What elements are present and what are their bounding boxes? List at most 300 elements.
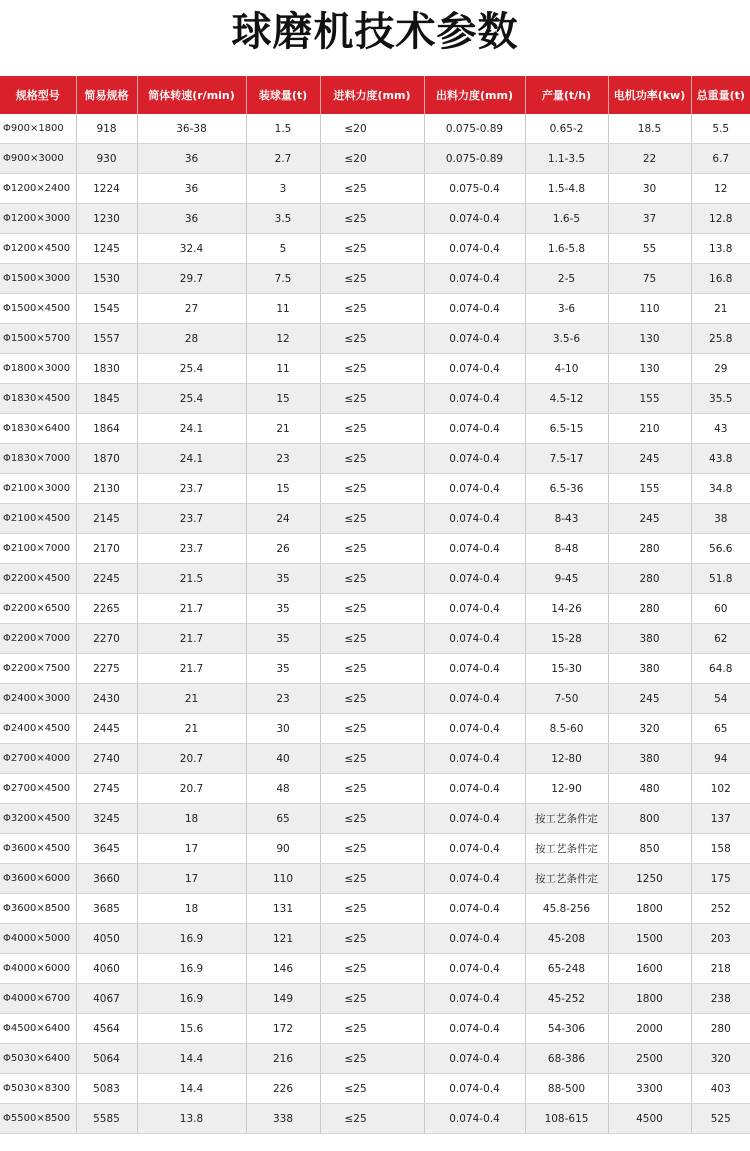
motor-power-cell: 1250 xyxy=(608,864,691,894)
total-weight-cell: 43 xyxy=(691,414,750,444)
total-weight-cell: 6.7 xyxy=(691,144,750,174)
rotation-speed-cell: 36 xyxy=(137,204,246,234)
table-row xyxy=(0,1104,750,1134)
rotation-speed-cell: 21.5 xyxy=(137,564,246,594)
capacity-cell: 4.5-12 xyxy=(525,384,608,414)
ball-load-cell: 35 xyxy=(246,654,320,684)
capacity-cell: 按工艺条件定 xyxy=(525,804,608,834)
model-cell: Φ1500×3000 xyxy=(0,264,76,294)
short-spec-cell: 5083 xyxy=(76,1074,137,1104)
capacity-cell: 1.6-5.8 xyxy=(525,234,608,264)
capacity-cell: 3-6 xyxy=(525,294,608,324)
model-cell: Φ2400×4500 xyxy=(0,714,76,744)
rotation-speed-cell: 28 xyxy=(137,324,246,354)
table-row xyxy=(0,954,750,984)
capacity-cell: 54-306 xyxy=(525,1014,608,1044)
capacity-cell: 6.5-15 xyxy=(525,414,608,444)
discharge-size-cell: 0.074-0.4 xyxy=(424,804,525,834)
feed-size-cell: ≤25 xyxy=(320,654,424,684)
model-cell: Φ1830×6400 xyxy=(0,414,76,444)
table-row xyxy=(0,474,750,504)
model-cell: Φ4000×5000 xyxy=(0,924,76,954)
table-body xyxy=(0,114,750,1134)
discharge-size-cell: 0.074-0.4 xyxy=(424,504,525,534)
total-weight-cell: 62 xyxy=(691,624,750,654)
table-row xyxy=(0,654,750,684)
table-row xyxy=(0,174,750,204)
motor-power-cell: 130 xyxy=(608,354,691,384)
discharge-size-cell: 0.074-0.4 xyxy=(424,894,525,924)
ball-load-cell: 24 xyxy=(246,504,320,534)
total-weight-cell: 320 xyxy=(691,1044,750,1074)
short-spec-cell: 4050 xyxy=(76,924,137,954)
feed-size-cell: ≤25 xyxy=(320,324,424,354)
rotation-speed-cell: 18 xyxy=(137,804,246,834)
capacity-cell: 8-48 xyxy=(525,534,608,564)
discharge-size-cell: 0.074-0.4 xyxy=(424,774,525,804)
ball-load-cell: 23 xyxy=(246,684,320,714)
table-row xyxy=(0,894,750,924)
feed-size-cell: ≤25 xyxy=(320,804,424,834)
capacity-cell: 按工艺条件定 xyxy=(525,834,608,864)
rotation-speed-cell: 14.4 xyxy=(137,1074,246,1104)
total-weight-cell: 21 xyxy=(691,294,750,324)
total-weight-cell: 54 xyxy=(691,684,750,714)
capacity-cell: 45-252 xyxy=(525,984,608,1014)
ball-load-cell: 26 xyxy=(246,534,320,564)
discharge-size-cell: 0.074-0.4 xyxy=(424,324,525,354)
total-weight-cell: 65 xyxy=(691,714,750,744)
feed-size-cell: ≤25 xyxy=(320,1044,424,1074)
model-cell: Φ1830×4500 xyxy=(0,384,76,414)
capacity-cell: 65-248 xyxy=(525,954,608,984)
motor-power-cell: 155 xyxy=(608,384,691,414)
ball-load-cell: 35 xyxy=(246,594,320,624)
discharge-size-cell: 0.074-0.4 xyxy=(424,444,525,474)
feed-size-cell: ≤25 xyxy=(320,864,424,894)
total-weight-cell: 13.8 xyxy=(691,234,750,264)
short-spec-cell: 2245 xyxy=(76,564,137,594)
feed-size-cell: ≤25 xyxy=(320,564,424,594)
discharge-size-cell: 0.074-0.4 xyxy=(424,1044,525,1074)
table-row xyxy=(0,324,750,354)
discharge-size-cell: 0.074-0.4 xyxy=(424,1104,525,1134)
short-spec-cell: 2745 xyxy=(76,774,137,804)
ball-load-cell: 21 xyxy=(246,414,320,444)
table-row xyxy=(0,1074,750,1104)
capacity-cell: 15-30 xyxy=(525,654,608,684)
ball-load-cell: 2.7 xyxy=(246,144,320,174)
short-spec-cell: 2445 xyxy=(76,714,137,744)
table-row xyxy=(0,144,750,174)
ball-load-cell: 110 xyxy=(246,864,320,894)
ball-load-cell: 90 xyxy=(246,834,320,864)
feed-size-cell: ≤25 xyxy=(320,744,424,774)
feed-size-cell: ≤25 xyxy=(320,474,424,504)
model-cell: Φ2200×7500 xyxy=(0,654,76,684)
ball-load-cell: 7.5 xyxy=(246,264,320,294)
discharge-size-cell: 0.074-0.4 xyxy=(424,1074,525,1104)
motor-power-cell: 3300 xyxy=(608,1074,691,1104)
ball-load-cell: 216 xyxy=(246,1044,320,1074)
table-row xyxy=(0,984,750,1014)
table-row xyxy=(0,264,750,294)
feed-size-cell: ≤25 xyxy=(320,894,424,924)
rotation-speed-cell: 16.9 xyxy=(137,924,246,954)
capacity-cell: 7.5-17 xyxy=(525,444,608,474)
table-row xyxy=(0,1014,750,1044)
discharge-size-cell: 0.074-0.4 xyxy=(424,594,525,624)
model-cell: Φ2100×3000 xyxy=(0,474,76,504)
total-weight-cell: 203 xyxy=(691,924,750,954)
feed-size-cell: ≤25 xyxy=(320,594,424,624)
capacity-cell: 14-26 xyxy=(525,594,608,624)
motor-power-cell: 18.5 xyxy=(608,114,691,144)
short-spec-cell: 5585 xyxy=(76,1104,137,1134)
rotation-speed-cell: 21 xyxy=(137,684,246,714)
feed-size-cell: ≤25 xyxy=(320,924,424,954)
motor-power-cell: 1800 xyxy=(608,984,691,1014)
short-spec-cell: 3245 xyxy=(76,804,137,834)
discharge-size-cell: 0.075-0.89 xyxy=(424,144,525,174)
motor-power-cell: 55 xyxy=(608,234,691,264)
feed-size-cell: ≤25 xyxy=(320,1074,424,1104)
short-spec-cell: 918 xyxy=(76,114,137,144)
rotation-speed-cell: 18 xyxy=(137,894,246,924)
header-model: 规格型号 xyxy=(0,76,76,114)
total-weight-cell: 94 xyxy=(691,744,750,774)
ball-load-cell: 15 xyxy=(246,474,320,504)
rotation-speed-cell: 27 xyxy=(137,294,246,324)
rotation-speed-cell: 21 xyxy=(137,714,246,744)
ball-load-cell: 149 xyxy=(246,984,320,1014)
rotation-speed-cell: 21.7 xyxy=(137,594,246,624)
table-row xyxy=(0,414,750,444)
total-weight-cell: 280 xyxy=(691,1014,750,1044)
discharge-size-cell: 0.074-0.4 xyxy=(424,234,525,264)
model-cell: Φ4000×6700 xyxy=(0,984,76,1014)
short-spec-cell: 3645 xyxy=(76,834,137,864)
discharge-size-cell: 0.074-0.4 xyxy=(424,714,525,744)
discharge-size-cell: 0.074-0.4 xyxy=(424,744,525,774)
capacity-cell: 2-5 xyxy=(525,264,608,294)
motor-power-cell: 2500 xyxy=(608,1044,691,1074)
table-row xyxy=(0,114,750,144)
short-spec-cell: 2130 xyxy=(76,474,137,504)
feed-size-cell: ≤25 xyxy=(320,624,424,654)
total-weight-cell: 34.8 xyxy=(691,474,750,504)
capacity-cell: 1.1-3.5 xyxy=(525,144,608,174)
short-spec-cell: 2265 xyxy=(76,594,137,624)
discharge-size-cell: 0.074-0.4 xyxy=(424,654,525,684)
short-spec-cell: 1230 xyxy=(76,204,137,234)
rotation-speed-cell: 21.7 xyxy=(137,654,246,684)
short-spec-cell: 1530 xyxy=(76,264,137,294)
short-spec-cell: 3685 xyxy=(76,894,137,924)
capacity-cell: 3.5-6 xyxy=(525,324,608,354)
model-cell: Φ2200×7000 xyxy=(0,624,76,654)
rotation-speed-cell: 15.6 xyxy=(137,1014,246,1044)
ball-load-cell: 146 xyxy=(246,954,320,984)
table-row xyxy=(0,924,750,954)
total-weight-cell: 158 xyxy=(691,834,750,864)
feed-size-cell: ≤25 xyxy=(320,414,424,444)
total-weight-cell: 175 xyxy=(691,864,750,894)
rotation-speed-cell: 36-38 xyxy=(137,114,246,144)
short-spec-cell: 1245 xyxy=(76,234,137,264)
feed-size-cell: ≤25 xyxy=(320,534,424,564)
ball-load-cell: 35 xyxy=(246,564,320,594)
model-cell: Φ2400×3000 xyxy=(0,684,76,714)
header-rotation-speed: 筒体转速(r/min) xyxy=(137,76,246,114)
discharge-size-cell: 0.074-0.4 xyxy=(424,294,525,324)
motor-power-cell: 380 xyxy=(608,654,691,684)
rotation-speed-cell: 20.7 xyxy=(137,744,246,774)
feed-size-cell: ≤25 xyxy=(320,234,424,264)
capacity-cell: 4-10 xyxy=(525,354,608,384)
motor-power-cell: 320 xyxy=(608,714,691,744)
short-spec-cell: 4564 xyxy=(76,1014,137,1044)
rotation-speed-cell: 14.4 xyxy=(137,1044,246,1074)
ball-load-cell: 172 xyxy=(246,1014,320,1044)
short-spec-cell: 1870 xyxy=(76,444,137,474)
rotation-speed-cell: 16.9 xyxy=(137,984,246,1014)
header-short-spec: 简易规格 xyxy=(76,76,137,114)
capacity-cell: 6.5-36 xyxy=(525,474,608,504)
table-row xyxy=(0,714,750,744)
model-cell: Φ1500×4500 xyxy=(0,294,76,324)
short-spec-cell: 2740 xyxy=(76,744,137,774)
table-row xyxy=(0,504,750,534)
total-weight-cell: 64.8 xyxy=(691,654,750,684)
rotation-speed-cell: 20.7 xyxy=(137,774,246,804)
discharge-size-cell: 0.074-0.4 xyxy=(424,534,525,564)
model-cell: Φ3200×4500 xyxy=(0,804,76,834)
table-row xyxy=(0,234,750,264)
model-cell: Φ2200×6500 xyxy=(0,594,76,624)
total-weight-cell: 12 xyxy=(691,174,750,204)
model-cell: Φ3600×4500 xyxy=(0,834,76,864)
total-weight-cell: 137 xyxy=(691,804,750,834)
short-spec-cell: 1545 xyxy=(76,294,137,324)
model-cell: Φ5030×6400 xyxy=(0,1044,76,1074)
ball-load-cell: 3.5 xyxy=(246,204,320,234)
total-weight-cell: 35.5 xyxy=(691,384,750,414)
ball-load-cell: 15 xyxy=(246,384,320,414)
feed-size-cell: ≤25 xyxy=(320,294,424,324)
total-weight-cell: 38 xyxy=(691,504,750,534)
model-cell: Φ1800×3000 xyxy=(0,354,76,384)
discharge-size-cell: 0.074-0.4 xyxy=(424,864,525,894)
table-row xyxy=(0,804,750,834)
ball-load-cell: 65 xyxy=(246,804,320,834)
table-row xyxy=(0,774,750,804)
table-row xyxy=(0,864,750,894)
discharge-size-cell: 0.074-0.4 xyxy=(424,924,525,954)
table-row xyxy=(0,594,750,624)
model-cell: Φ4000×6000 xyxy=(0,954,76,984)
feed-size-cell: ≤25 xyxy=(320,984,424,1014)
short-spec-cell: 1864 xyxy=(76,414,137,444)
discharge-size-cell: 0.074-0.4 xyxy=(424,564,525,594)
ball-load-cell: 48 xyxy=(246,774,320,804)
short-spec-cell: 2145 xyxy=(76,504,137,534)
rotation-speed-cell: 17 xyxy=(137,834,246,864)
motor-power-cell: 4500 xyxy=(608,1104,691,1134)
feed-size-cell: ≤25 xyxy=(320,264,424,294)
rotation-speed-cell: 25.4 xyxy=(137,384,246,414)
motor-power-cell: 800 xyxy=(608,804,691,834)
motor-power-cell: 280 xyxy=(608,564,691,594)
short-spec-cell: 3660 xyxy=(76,864,137,894)
table-row xyxy=(0,204,750,234)
short-spec-cell: 930 xyxy=(76,144,137,174)
model-cell: Φ4500×6400 xyxy=(0,1014,76,1044)
header-discharge-size: 出料力度(mm) xyxy=(424,76,525,114)
total-weight-cell: 102 xyxy=(691,774,750,804)
table-row xyxy=(0,624,750,654)
short-spec-cell: 1830 xyxy=(76,354,137,384)
total-weight-cell: 60 xyxy=(691,594,750,624)
discharge-size-cell: 0.074-0.4 xyxy=(424,354,525,384)
ball-load-cell: 12 xyxy=(246,324,320,354)
table-row xyxy=(0,384,750,414)
ball-load-cell: 23 xyxy=(246,444,320,474)
short-spec-cell: 2430 xyxy=(76,684,137,714)
model-cell: Φ3600×6000 xyxy=(0,864,76,894)
total-weight-cell: 51.8 xyxy=(691,564,750,594)
model-cell: Φ1200×3000 xyxy=(0,204,76,234)
capacity-cell: 12-80 xyxy=(525,744,608,774)
header-capacity: 产量(t/h) xyxy=(525,76,608,114)
capacity-cell: 8-43 xyxy=(525,504,608,534)
model-cell: Φ1830×7000 xyxy=(0,444,76,474)
motor-power-cell: 280 xyxy=(608,594,691,624)
ball-load-cell: 3 xyxy=(246,174,320,204)
spec-table xyxy=(0,76,750,1134)
total-weight-cell: 238 xyxy=(691,984,750,1014)
table-row xyxy=(0,354,750,384)
rotation-speed-cell: 23.7 xyxy=(137,474,246,504)
discharge-size-cell: 0.074-0.4 xyxy=(424,1014,525,1044)
total-weight-cell: 43.8 xyxy=(691,444,750,474)
table-row xyxy=(0,684,750,714)
rotation-speed-cell: 36 xyxy=(137,144,246,174)
feed-size-cell: ≤25 xyxy=(320,834,424,864)
total-weight-cell: 12.8 xyxy=(691,204,750,234)
model-cell: Φ2100×7000 xyxy=(0,534,76,564)
discharge-size-cell: 0.075-0.4 xyxy=(424,174,525,204)
rotation-speed-cell: 29.7 xyxy=(137,264,246,294)
motor-power-cell: 37 xyxy=(608,204,691,234)
model-cell: Φ3600×8500 xyxy=(0,894,76,924)
table-row xyxy=(0,444,750,474)
total-weight-cell: 16.8 xyxy=(691,264,750,294)
capacity-cell: 12-90 xyxy=(525,774,608,804)
feed-size-cell: ≤25 xyxy=(320,684,424,714)
total-weight-cell: 56.6 xyxy=(691,534,750,564)
motor-power-cell: 245 xyxy=(608,444,691,474)
feed-size-cell: ≤25 xyxy=(320,444,424,474)
discharge-size-cell: 0.075-0.89 xyxy=(424,114,525,144)
motor-power-cell: 380 xyxy=(608,744,691,774)
total-weight-cell: 25.8 xyxy=(691,324,750,354)
motor-power-cell: 480 xyxy=(608,774,691,804)
discharge-size-cell: 0.074-0.4 xyxy=(424,474,525,504)
ball-load-cell: 131 xyxy=(246,894,320,924)
ball-load-cell: 35 xyxy=(246,624,320,654)
discharge-size-cell: 0.074-0.4 xyxy=(424,984,525,1014)
capacity-cell: 45-208 xyxy=(525,924,608,954)
feed-size-cell: ≤25 xyxy=(320,204,424,234)
model-cell: Φ2700×4000 xyxy=(0,744,76,774)
capacity-cell: 1.5-4.8 xyxy=(525,174,608,204)
discharge-size-cell: 0.074-0.4 xyxy=(424,384,525,414)
capacity-cell: 7-50 xyxy=(525,684,608,714)
motor-power-cell: 1600 xyxy=(608,954,691,984)
rotation-speed-cell: 16.9 xyxy=(137,954,246,984)
short-spec-cell: 2170 xyxy=(76,534,137,564)
model-cell: Φ1200×4500 xyxy=(0,234,76,264)
feed-size-cell: ≤25 xyxy=(320,1104,424,1134)
page-title: 球磨机技术参数 xyxy=(231,9,519,55)
discharge-size-cell: 0.074-0.4 xyxy=(424,414,525,444)
rotation-speed-cell: 23.7 xyxy=(137,534,246,564)
feed-size-cell: ≤25 xyxy=(320,354,424,384)
motor-power-cell: 245 xyxy=(608,504,691,534)
feed-size-cell: ≤25 xyxy=(320,954,424,984)
model-cell: Φ2700×4500 xyxy=(0,774,76,804)
rotation-speed-cell: 36 xyxy=(137,174,246,204)
total-weight-cell: 5.5 xyxy=(691,114,750,144)
rotation-speed-cell: 24.1 xyxy=(137,414,246,444)
rotation-speed-cell: 13.8 xyxy=(137,1104,246,1134)
capacity-cell: 68-386 xyxy=(525,1044,608,1074)
discharge-size-cell: 0.074-0.4 xyxy=(424,264,525,294)
discharge-size-cell: 0.074-0.4 xyxy=(424,834,525,864)
table-row xyxy=(0,744,750,774)
model-cell: Φ900×3000 xyxy=(0,144,76,174)
feed-size-cell: ≤25 xyxy=(320,774,424,804)
short-spec-cell: 1224 xyxy=(76,174,137,204)
short-spec-cell: 2270 xyxy=(76,624,137,654)
capacity-cell: 108-615 xyxy=(525,1104,608,1134)
table-row xyxy=(0,564,750,594)
motor-power-cell: 75 xyxy=(608,264,691,294)
motor-power-cell: 30 xyxy=(608,174,691,204)
short-spec-cell: 1845 xyxy=(76,384,137,414)
motor-power-cell: 130 xyxy=(608,324,691,354)
model-cell: Φ1500×5700 xyxy=(0,324,76,354)
motor-power-cell: 210 xyxy=(608,414,691,444)
table-row xyxy=(0,294,750,324)
motor-power-cell: 155 xyxy=(608,474,691,504)
table-row xyxy=(0,1044,750,1074)
ball-load-cell: 11 xyxy=(246,354,320,384)
short-spec-cell: 5064 xyxy=(76,1044,137,1074)
total-weight-cell: 525 xyxy=(691,1104,750,1134)
rotation-speed-cell: 17 xyxy=(137,864,246,894)
motor-power-cell: 22 xyxy=(608,144,691,174)
model-cell: Φ2100×4500 xyxy=(0,504,76,534)
model-cell: Φ900×1800 xyxy=(0,114,76,144)
model-cell: Φ2200×4500 xyxy=(0,564,76,594)
capacity-cell: 1.6-5 xyxy=(525,204,608,234)
capacity-cell: 88-500 xyxy=(525,1074,608,1104)
header-ball-load: 装球量(t) xyxy=(246,76,320,114)
motor-power-cell: 1800 xyxy=(608,894,691,924)
header-total-weight: 总重量(t) xyxy=(691,76,750,114)
